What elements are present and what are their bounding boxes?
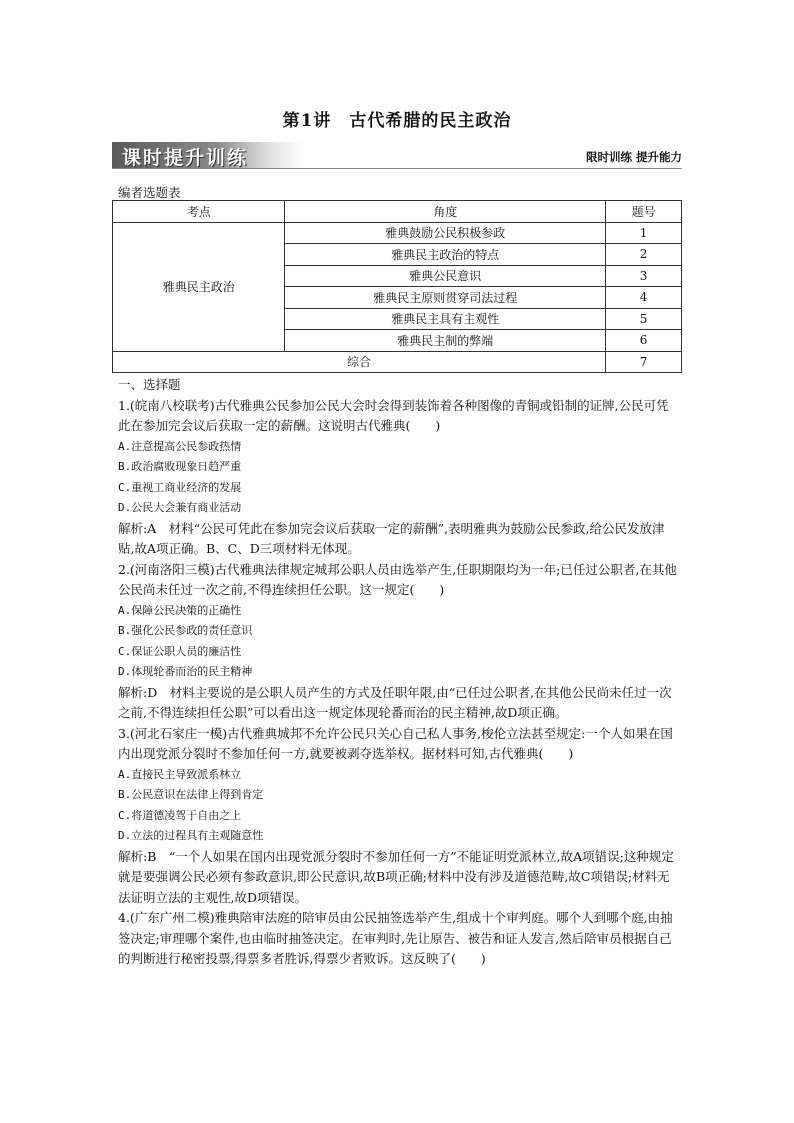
question-1-option-b: B.政治腐败现象日趋严重 — [118, 460, 242, 473]
banner-heading: 课时提升训练 — [122, 147, 249, 169]
question-1-option-d: D.公民大会兼有商业活动 — [118, 501, 242, 514]
table-header-row — [113, 201, 682, 223]
angle-cell: 雅典民主原则贯穿司法过程 — [285, 287, 606, 309]
question-3-stem: 3.(河北石家庄一模)古代雅典城邦不允许公民只关心自己私人事务,梭伦立法甚至规定:一个人如果在国内出现党派分裂时不参加任何一方,就要被剥夺选举权。据材料可知,古代雅典( ) — [118, 725, 673, 761]
header-number: 题号 — [606, 201, 682, 223]
summary-number: 7 — [606, 351, 682, 373]
table-summary-row — [113, 351, 682, 373]
angle-cell: 雅典公民意识 — [285, 265, 606, 287]
number-cell: 6 — [606, 330, 682, 352]
question-2-option-b: B.强化公民参政的责任意识 — [118, 624, 253, 637]
topic-cell: 雅典民主政治 — [113, 222, 285, 351]
question-2-option-d: D.体现轮番而治的民主精神 — [118, 665, 253, 678]
section-heading: 一、选择题 — [118, 377, 181, 392]
section-banner — [112, 142, 682, 169]
question-3-answer: 解析:B “一个人如果在国内出现党派分裂时不参加任何一方”不能证明党派林立,故A项错误;这种规定就是要强调公民必须有参政意识,即公民意识,故B项正确;材料中没有涉及道德范畴,故C项错误;材料无法证明立法的主观性,故D项错误。 — [118, 848, 674, 905]
number-cell: 2 — [606, 244, 682, 266]
question-2-option-c: C.保证公职人员的廉洁性 — [118, 644, 242, 658]
banner-tab — [112, 142, 302, 168]
table-caption: 编者选题表 — [118, 185, 181, 200]
number-cell: 4 — [606, 287, 682, 309]
question-2-answer: 解析:D 材料主要说的是公职人员产生的方式及任职年限,由“已任过公职者,在其他公民尚未任过一次之前,不得连续担任公职”可以看出这一规定体现轮番而治的民主精神,故D项正确。 — [118, 684, 672, 720]
question-3-option-d: D.立法的过程具有主观随意性 — [118, 829, 264, 842]
questions — [118, 375, 680, 970]
angle-cell: 雅典鼓励公民积极参政 — [285, 222, 606, 244]
number-cell: 3 — [606, 265, 682, 287]
angle-cell: 雅典民主制的弊端 — [285, 330, 606, 352]
question-2-stem: 2.(河南洛阳三模)古代雅典法律规定城邦公职人员由选举产生,任职期限均为一年;已任过公职者,在其他公民尚未任过一次之前,不得连续担任公职。这一规定( ) — [118, 561, 677, 597]
page-title: 第1讲 古代希腊的民主政治 — [282, 111, 512, 131]
table-row — [113, 222, 682, 244]
header-angle: 角度 — [285, 201, 606, 223]
question-1-option-c: C.重视工商业经济的发展 — [118, 480, 242, 494]
angle-cell: 雅典民主政治的特点 — [285, 244, 606, 266]
topic-table — [112, 200, 682, 373]
question-3-option-b: B.公民意识在法律上得到肯定 — [118, 788, 264, 801]
header-topic: 考点 — [113, 201, 285, 223]
question-1-stem: 1.(皖南八校联考)古代雅典公民参加公民大会时会得到装饰着各种图像的青铜或铅制的证牌,公民可凭此在参加完会议后获取一定的薪酬。这说明古代雅典( ) — [118, 397, 669, 433]
question-1-option-a: A.注意提高公民参政热情 — [118, 439, 242, 453]
question-4-stem: 4.(广东广州二模)雅典陪审法庭的陪审员由公民抽签选举产生,组成十个审判庭。哪个人到哪个庭,由抽签决定;审理哪个案件,也由临时抽签决定。在审判时,先让原告、被告和证人发言,然后陪审员根据自己的判断进行秘密投票,得票多者胜诉,得票少者败诉。这反映了( ) — [118, 910, 673, 966]
summary-label: 综合 — [113, 351, 606, 373]
number-cell: 1 — [606, 222, 682, 244]
question-2-option-a: A.保障公民决策的正确性 — [118, 603, 242, 617]
banner-slogan: 限时训练 提升能力 — [585, 150, 682, 164]
question-3-option-a: A.直接民主导致派系林立 — [118, 767, 242, 781]
number-cell: 5 — [606, 308, 682, 330]
question-3-option-c: C.将道德凌驾于自由之上 — [118, 808, 242, 822]
angle-cell: 雅典民主具有主观性 — [285, 308, 606, 330]
question-1-answer: 解析:A 材料“公民可凭此在参加完会议后获取一定的薪酬”,表明雅典为鼓励公民参政,给公民发放津贴,故A项正确。B、C、D三项材料无体现。 — [118, 520, 665, 556]
